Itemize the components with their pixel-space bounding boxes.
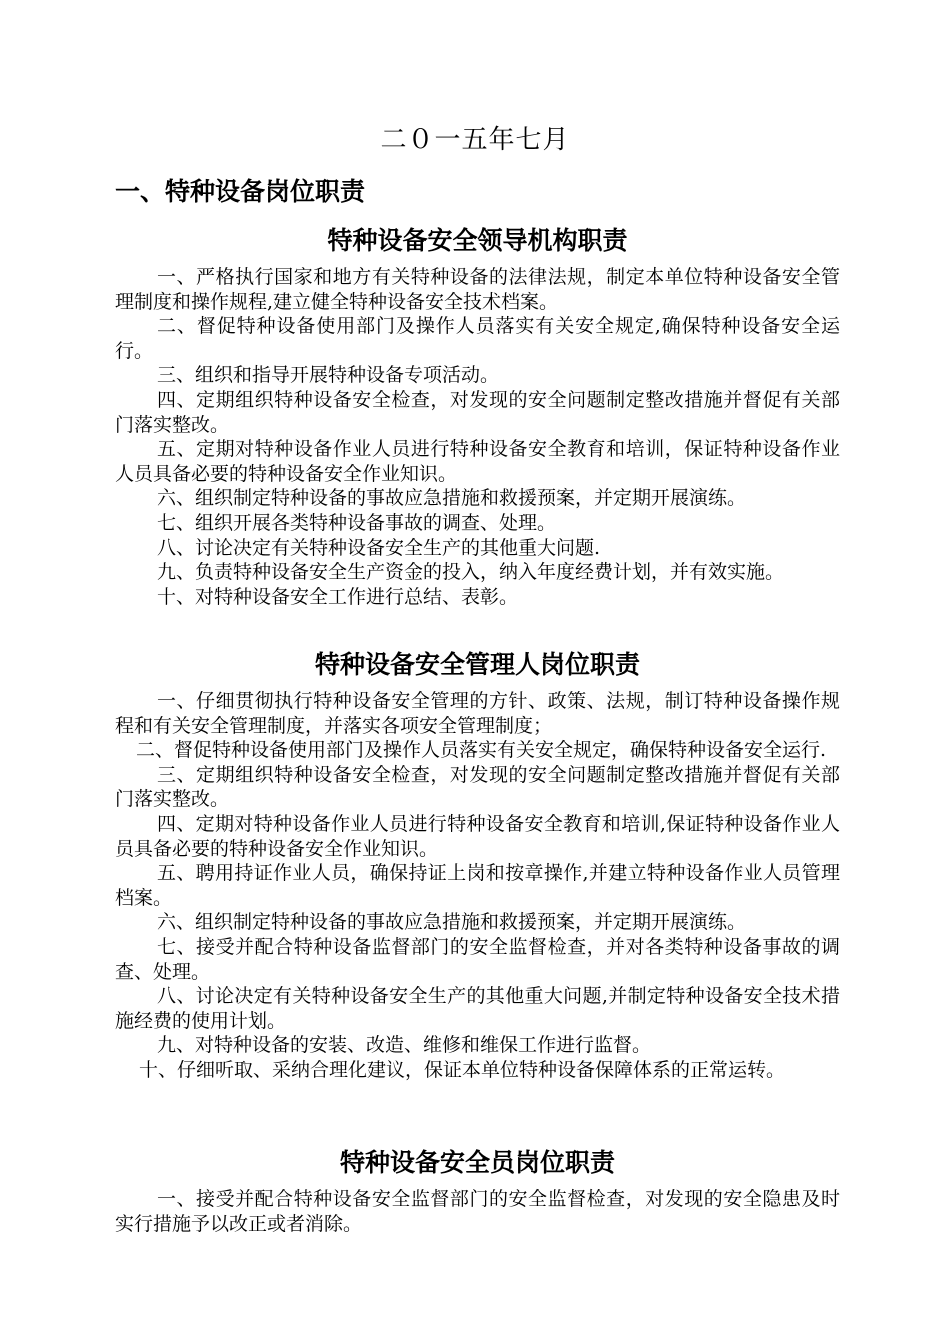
duty-item: 五、聘用持证作业人员，确保持证上岗和按章操作,并建立特种设备作业人员管理档案。 [115,862,840,909]
duty-item: 八、讨论决定有关特种设备安全生产的其他重大问题. [157,536,601,559]
duty-item: 九、负责特种设备安全生产资金的投入，纳入年度经费计划，并有效实施。 [157,561,785,584]
date-line: 二０一五年七月 [380,125,570,155]
duty-item: 一、仔细贯彻执行特种设备安全管理的方针、政策、法规，制订特种设备操作规程和有关安全管理制度，并落实各项安全管理制度； [115,690,840,737]
duty-item: 二、督促特种设备使用部门及操作人员落实有关安全规定,确保特种设备安全运行。 [115,315,840,362]
section-safety-officer-duties [115,1145,840,1236]
duty-list [115,1187,840,1236]
duty-item: 十、对特种设备安全工作进行总结、表彰。 [157,585,519,608]
section-title: 特种设备安全员岗位职责 [339,1148,615,1177]
duty-item: 十、仔细听取、采纳合理化建议，保证本单位特种设备保障体系的正常运转。 [139,1058,786,1081]
section-title: 特种设备安全管理人岗位职责 [314,650,640,679]
section-leadership-duties [115,223,840,609]
duty-item: 三、定期组织特种设备安全检查，对发现的安全问题制定整改措施并督促有关部门落实整改。 [115,763,840,811]
duty-item: 五、定期对特种设备作业人员进行特种设备安全教育和培训，保证特种设备作业人员具备必要的特种设备安全作业知识。 [115,438,840,485]
section-title: 特种设备安全领导机构职责 [327,226,628,255]
duty-item: 七、接受并配合特种设备监督部门的安全监督检查，并对各类特种设备事故的调查、处理。 [115,935,840,983]
duty-item: 一、严格执行国家和地方有关特种设备的法律法规，制定本单位特种设备安全管理制度和操作规程,建立健全特种设备安全技术档案。 [115,266,840,313]
duty-item: 三、组织和指导开展特种设备专项活动。 [157,364,500,387]
section-safety-manager-duties [115,647,840,1083]
main-heading: 一、特种设备岗位职责 [115,177,366,206]
duty-item: 一、接受并配合特种设备安全监督部门的安全监督检查，对发现的安全隐患及时实行措施予以改正或者消除。 [115,1188,840,1235]
duty-item: 七、组织开展各类特种设备事故的调查、处理。 [157,511,557,534]
duty-list [115,265,840,609]
duty-item: 八、讨论决定有关特种设备安全生产的其他重大问题,并制定特种设备安全技术措施经费的使用计划。 [115,985,840,1032]
duty-item: 九、对特种设备的安装、改造、维修和维保工作进行监督。 [157,1034,652,1057]
duty-item: 六、组织制定特种设备的事故应急措施和救援预案，并定期开展演练。 [157,911,747,934]
duty-item: 二、督促特种设备使用部门及操作人员落实有关安全规定，确保特种设备安全运行. [136,739,827,762]
duty-list [115,689,840,1083]
duty-item: 六、组织制定特种设备的事故应急措施和救援预案，并定期开展演练。 [157,487,747,510]
duty-item: 四、定期组织特种设备安全检查，对发现的安全问题制定整改措施并督促有关部门落实整改。 [115,388,840,436]
duty-item: 四、定期对特种设备作业人员进行特种设备安全教育和培训,保证特种设备作业人员具备必要的特种设备安全作业知识。 [115,812,840,860]
